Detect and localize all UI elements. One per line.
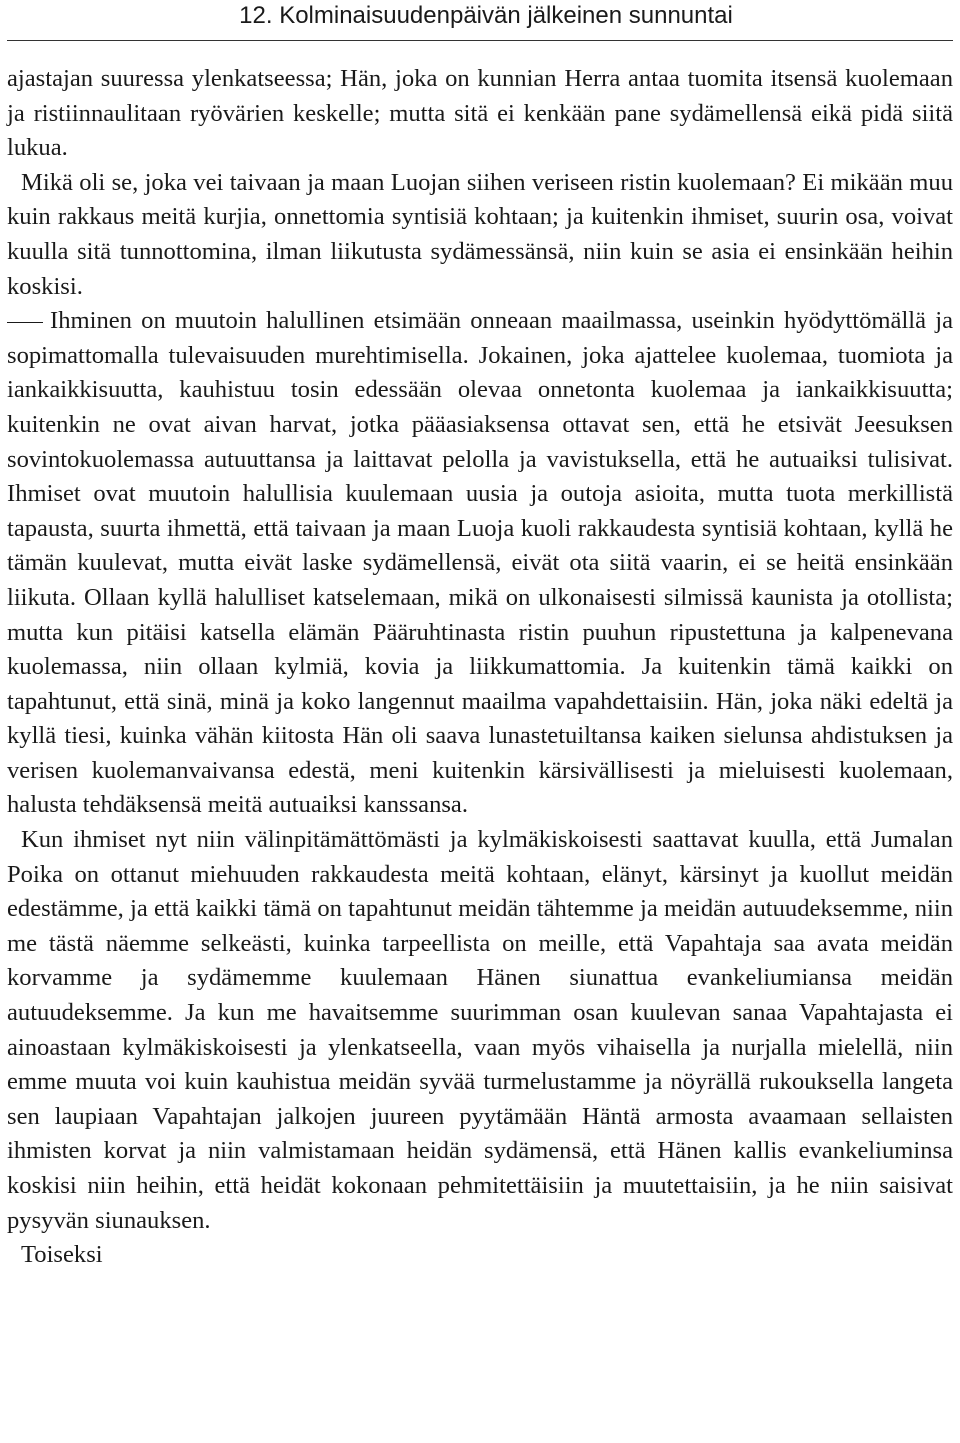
paragraph-1: ajastajan suuressa ylenkatseessa; Hän, joka on kunnian Herra antaa tuomita itsensä kuolemaan ja ristiinnaulitaan ryövärien keskelle; mutta sitä ei kenkään pane sydämellensä eikä pidä siitä lukua.: [7, 65, 953, 162]
header-rule: [7, 40, 953, 41]
paragraph-2: Mikä oli se, joka vei taivaan ja maan Luojan siihen veriseen ristin kuolemaan? Ei mikään muu kuin rakkaus meitä kurjia, onnettomia syntisiä kohtaan; ja kuitenkin ihmiset, suurin osa, voivat kuulla sitä tunnottomina, ilman liikutusta sydämessänsä, niin kuin se asia ei ensinkään heihin koskisi.: [7, 168, 953, 300]
section-label: Toiseksi: [21, 1241, 103, 1269]
paragraph-4: Kun ihmiset nyt niin välinpitämättömästi ja kylmäkiskoisesti saattavat kuulla, että Jumalan Poika on ottanut miehuuden rakkaudesta meitä kohtaan, elänyt, kärsinyt ja kuollut meidän edestämme, ja että kaikki tämä on tapahtunut meidän tähtemme ja meidän autuudeksemme, niin me tästä näemme selkeästi, kuinka tarpeellista on meille, että Vapahtaja saa avata meidän korvamme ja sydämemme kuulemaan Hänen siunattua evankeliumiansa meidän autuudeksemme. Ja kun me havaitsemme suurimman osan kuulevan sanaa Vapahtajasta ei ainoastaan kylmäkiskoisesti ja ylenkatseella, vaan myös vihaisella ja nurjalla mielellä, niin emme muuta voi kuin kauhistua meidän syvää turmelustamme ja nöyrällä rukouksella langeta sen laupiaan Vapahtajan jalkojen juureen pyytämään Häntä armosta avaamaan sellaisten ihmisten korvat ja niin valmistamaan heidän sydämensä, että Hänen kallis evankeliuminsa koskisi niin heihin, että heidät kokonaan pehmitettäisiin ja muutettaisiin, ja he niin saisivat pysyvän siunauksen.: [7, 826, 953, 1234]
em-dash-rule: [7, 322, 43, 323]
document-page: [7, 0, 953, 1443]
paragraph-3: [7, 304, 953, 823]
page-header: 12. Kolminaisuudenpäivän jälkeinen sunnuntai: [239, 2, 733, 29]
paragraph-3-text: Ihminen on muutoin halullinen etsimään onneaan maailmassa, useinkin hyödyttömällä ja sopimattomalla tulevaisuuden murehtimisella. Jokainen, joka ajattelee kuolemaa, tuomiota ja iankaikkisuutta, kauhistuu tosin edessään olevaa onnetonta kuolemaa ja iankaikkisuutta; kuitenkin ne ovat aivan harvat, jotka pääasiaksensa ottavat sen, että he etsivät Jeesuksen sovintokuolemassa autuuttansa ja laittavat pelolla ja vavistuksella, että he autuaiksi tulisivat. Ihmiset ovat muutoin halullisia kuulemaan uusia ja outoja asioita, mutta tuota merkillistä tapausta, suurta ihmettä, että taivaan ja maan Luoja kuoli rakkaudesta syntisiä kohtaan, kyllä he tämän kuulevat, mutta eivät laske sydämellensä, eivät ota siitä vaarin, ei se heitä ensinkään liikuta. Ollaan kyllä halulliset katselemaan, mikä on ulkonaisesti silmissä kaunista ja otollista; mutta kun pitäisi katsella elämän Pääruhtinasta ristin puuhun ripustettuna ja kalpenevana kuolemassa, niin ollaan kylmiä, kovia ja liikkumattomia. Ja kuitenkin tämä kaikki on tapahtunut, että sinä, minä ja koko langennut maailma vapahdettaisiin. Hän, joka näki edeltä ja kyllä tiesi, kuinka vähän kiitosta Hän oli saava lunastetuiltansa kaiken sielunsa ahdistuksen ja verisen kuolemanvaivansa edestä, meni kuitenkin kärsivällisesti ja mieluisesti kuolemaan, halusta tehdäksensä meitä autuaiksi kanssansa.: [7, 307, 953, 819]
